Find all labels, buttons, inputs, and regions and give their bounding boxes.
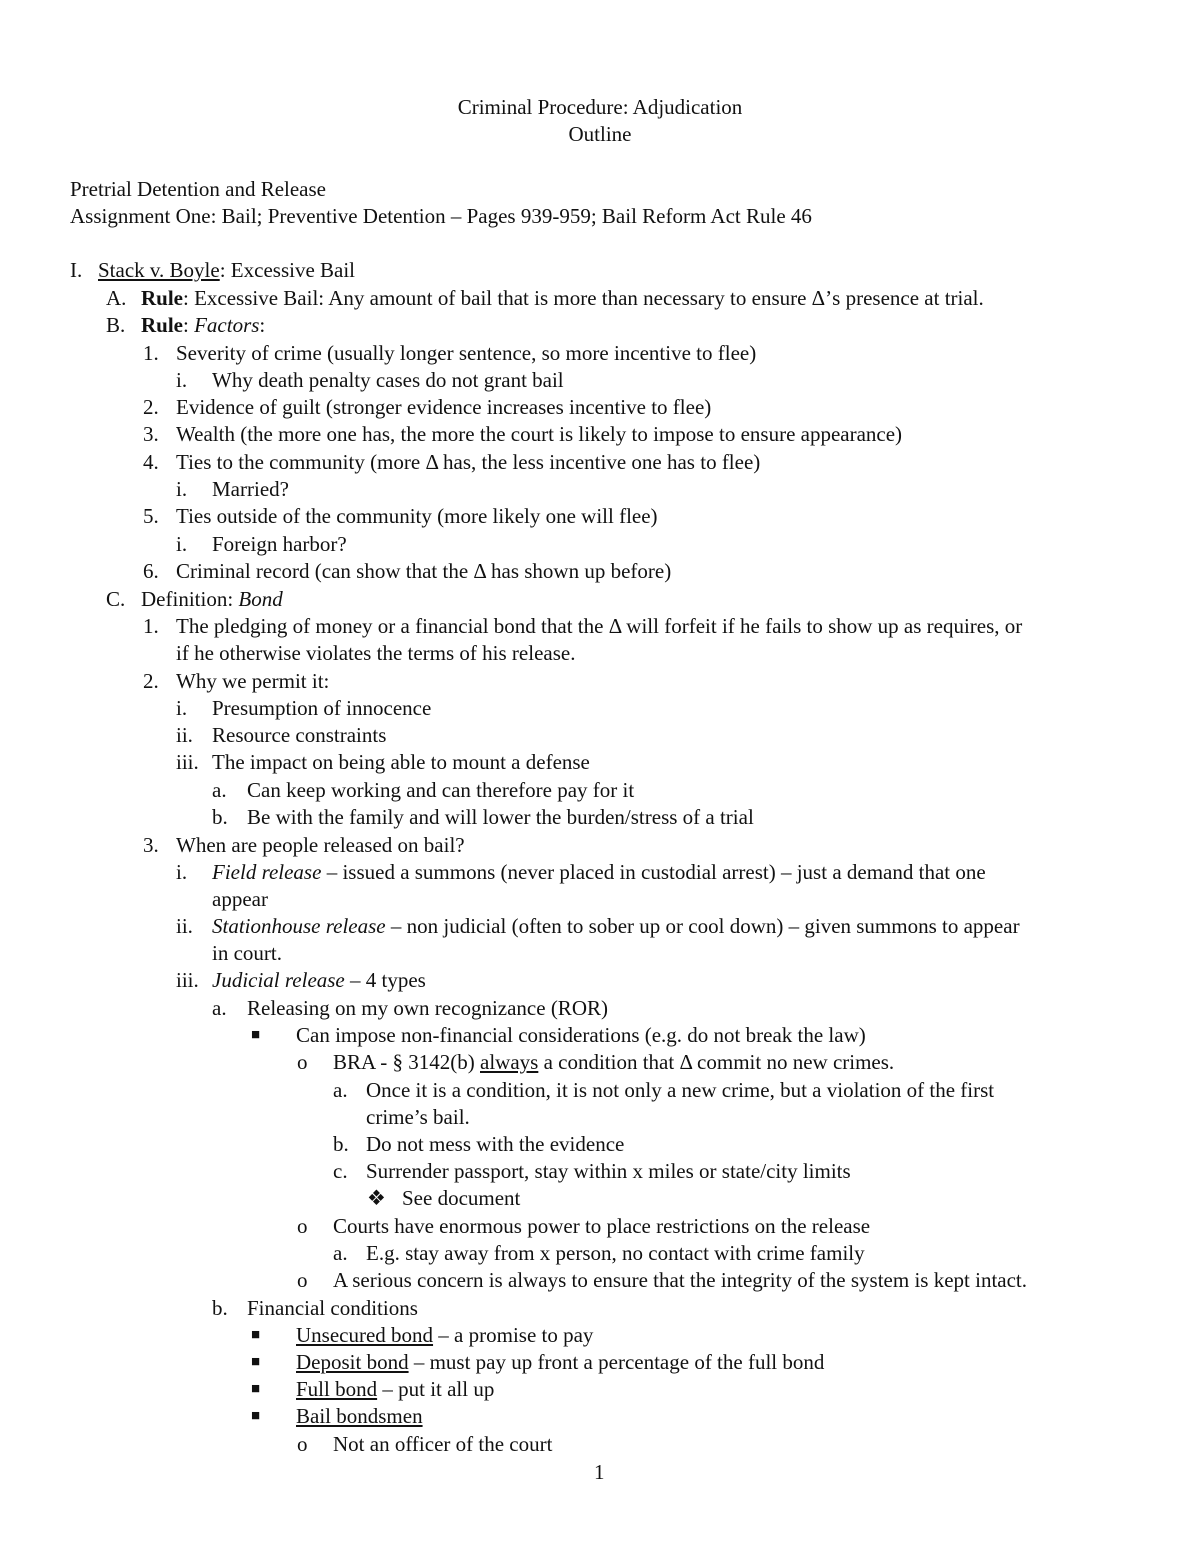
number-marker: 5. [143, 504, 159, 528]
outline-item: Bail bondsmen [296, 1404, 423, 1428]
outline-item: Unsecured bond – a promise to pay [296, 1323, 594, 1347]
outline-item: Once it is a condition, it is not only a new crime, but a violation of the first [366, 1078, 995, 1102]
outline-item: Stationhouse release – non judicial (often to sober up or cool down) – given summons to appear [212, 914, 1020, 938]
outline-item: E.g. stay away from x person, no contact with crime family [366, 1241, 865, 1265]
outline-item: Resource constraints [212, 723, 387, 747]
outline-item: Foreign harbor? [212, 532, 347, 556]
outline-item: Definition: Bond [141, 587, 283, 611]
roman-marker: ii. [176, 914, 193, 938]
outline-item: Financial conditions [247, 1296, 418, 1320]
roman-marker: i. [176, 532, 188, 556]
outline-item: Full bond – put it all up [296, 1377, 495, 1401]
section-heading: Pretrial Detention and Release [70, 177, 326, 201]
outline-item: Why we permit it: [176, 669, 330, 693]
outline-item: Evidence of guilt (stronger evidence increases incentive to flee) [176, 395, 712, 419]
letter-marker: c. [333, 1159, 348, 1183]
outline-item: Releasing on my own recognizance (ROR) [247, 996, 608, 1020]
doc-subtitle: Outline [568, 122, 632, 146]
roman-marker: iii. [176, 968, 199, 992]
number-marker: 1. [143, 614, 159, 638]
roman-marker: i. [176, 477, 188, 501]
outline-item: See document [402, 1186, 521, 1210]
roman-marker: iii. [176, 750, 199, 774]
outline-item: Do not mess with the evidence [366, 1132, 625, 1156]
roman-marker: ii. [176, 723, 193, 747]
number-marker: 4. [143, 450, 159, 474]
circle-bullet-icon: o [297, 1214, 308, 1238]
outline-item: Criminal record (can show that the Δ has shown up before) [176, 559, 672, 583]
outline-item: Courts have enormous power to place restrictions on the release [333, 1214, 871, 1238]
square-bullet-icon: ■ [251, 1027, 261, 1043]
number-marker: 1. [143, 341, 159, 365]
roman-marker: i. [176, 368, 188, 392]
number-marker: 3. [143, 422, 159, 446]
roman-marker: i. [176, 860, 188, 884]
outline-item: The impact on being able to mount a defense [212, 750, 590, 774]
outline-item: Wealth (the more one has, the more the court is likely to impose to ensure appearance) [176, 422, 903, 446]
letter-marker: b. [333, 1132, 349, 1156]
roman-marker: i. [176, 696, 188, 720]
letter-marker: C. [106, 587, 126, 611]
circle-bullet-icon: o [297, 1268, 308, 1292]
letter-marker: a. [212, 996, 227, 1020]
assignment-line: Assignment One: Bail; Preventive Detention – Pages 939-959; Bail Reform Act Rule 46 [70, 204, 812, 228]
number-marker: 2. [143, 395, 159, 419]
outline-item: The pledging of money or a financial bond that the Δ will forfeit if he fails to show up as requires, or [176, 614, 1023, 638]
outline-item: Be with the family and will lower the burden/stress of a trial [247, 805, 754, 829]
outline-item: Can keep working and can therefore pay for it [247, 778, 635, 802]
outline-item: Why death penalty cases do not grant bail [212, 368, 564, 392]
square-bullet-icon: ■ [251, 1354, 261, 1370]
outline-item: Field release – issued a summons (never placed in custodial arrest) – just a demand that one [212, 860, 986, 884]
doc-title: Criminal Procedure: Adjudication [457, 95, 743, 119]
outline-item: Presumption of innocence [212, 696, 432, 720]
outline-item: Deposit bond – must pay up front a percentage of the full bond [296, 1350, 825, 1374]
square-bullet-icon: ■ [251, 1381, 261, 1397]
square-bullet-icon: ■ [251, 1327, 261, 1343]
number-marker: 2. [143, 669, 159, 693]
outline-item: Rule: Factors: [141, 313, 266, 337]
circle-bullet-icon: o [297, 1050, 308, 1074]
number-marker: 6. [143, 559, 159, 583]
outline-item: Severity of crime (usually longer sentence, so more incentive to flee) [176, 341, 757, 365]
diamond-bullet-icon: ❖ [367, 1186, 386, 1210]
outline-item: Not an officer of the court [333, 1432, 553, 1456]
letter-marker: B. [106, 313, 126, 337]
outline-item-continued: crime’s bail. [366, 1105, 470, 1129]
letter-marker: a. [212, 778, 227, 802]
square-bullet-icon: ■ [251, 1408, 261, 1424]
outline-item-continued: if he otherwise violates the terms of his release. [176, 641, 576, 665]
outline-item: When are people released on bail? [176, 833, 465, 857]
circle-bullet-icon: o [297, 1432, 308, 1456]
letter-marker: b. [212, 1296, 228, 1320]
number-marker: 3. [143, 833, 159, 857]
roman-marker: I. [70, 258, 83, 282]
outline-item: Married? [212, 477, 289, 501]
outline-item: A serious concern is always to ensure that the integrity of the system is kept intact. [333, 1268, 1028, 1292]
outline-item: Ties to the community (more Δ has, the less incentive one has to flee) [176, 450, 761, 474]
letter-marker: a. [333, 1078, 348, 1102]
outline-item-continued: in court. [212, 941, 282, 965]
outline-item: Rule: Excessive Bail: Any amount of bail that is more than necessary to ensure Δ’s presence at trial. [141, 286, 984, 310]
page-number: 1 [594, 1460, 605, 1484]
letter-marker: a. [333, 1241, 348, 1265]
outline-item: Can impose non-financial considerations (e.g. do not break the law) [296, 1023, 866, 1047]
letter-marker: b. [212, 805, 228, 829]
outline-item-continued: appear [212, 887, 268, 911]
outline-item: BRA - § 3142(b) always a condition that Δ commit no new crimes. [333, 1050, 895, 1074]
outline-item: Judicial release – 4 types [212, 968, 426, 992]
outline-item: Stack v. Boyle: Excessive Bail [98, 258, 356, 282]
letter-marker: A. [106, 286, 127, 310]
outline-item: Surrender passport, stay within x miles or state/city limits [366, 1159, 851, 1183]
outline-item: Ties outside of the community (more likely one will flee) [176, 504, 658, 528]
